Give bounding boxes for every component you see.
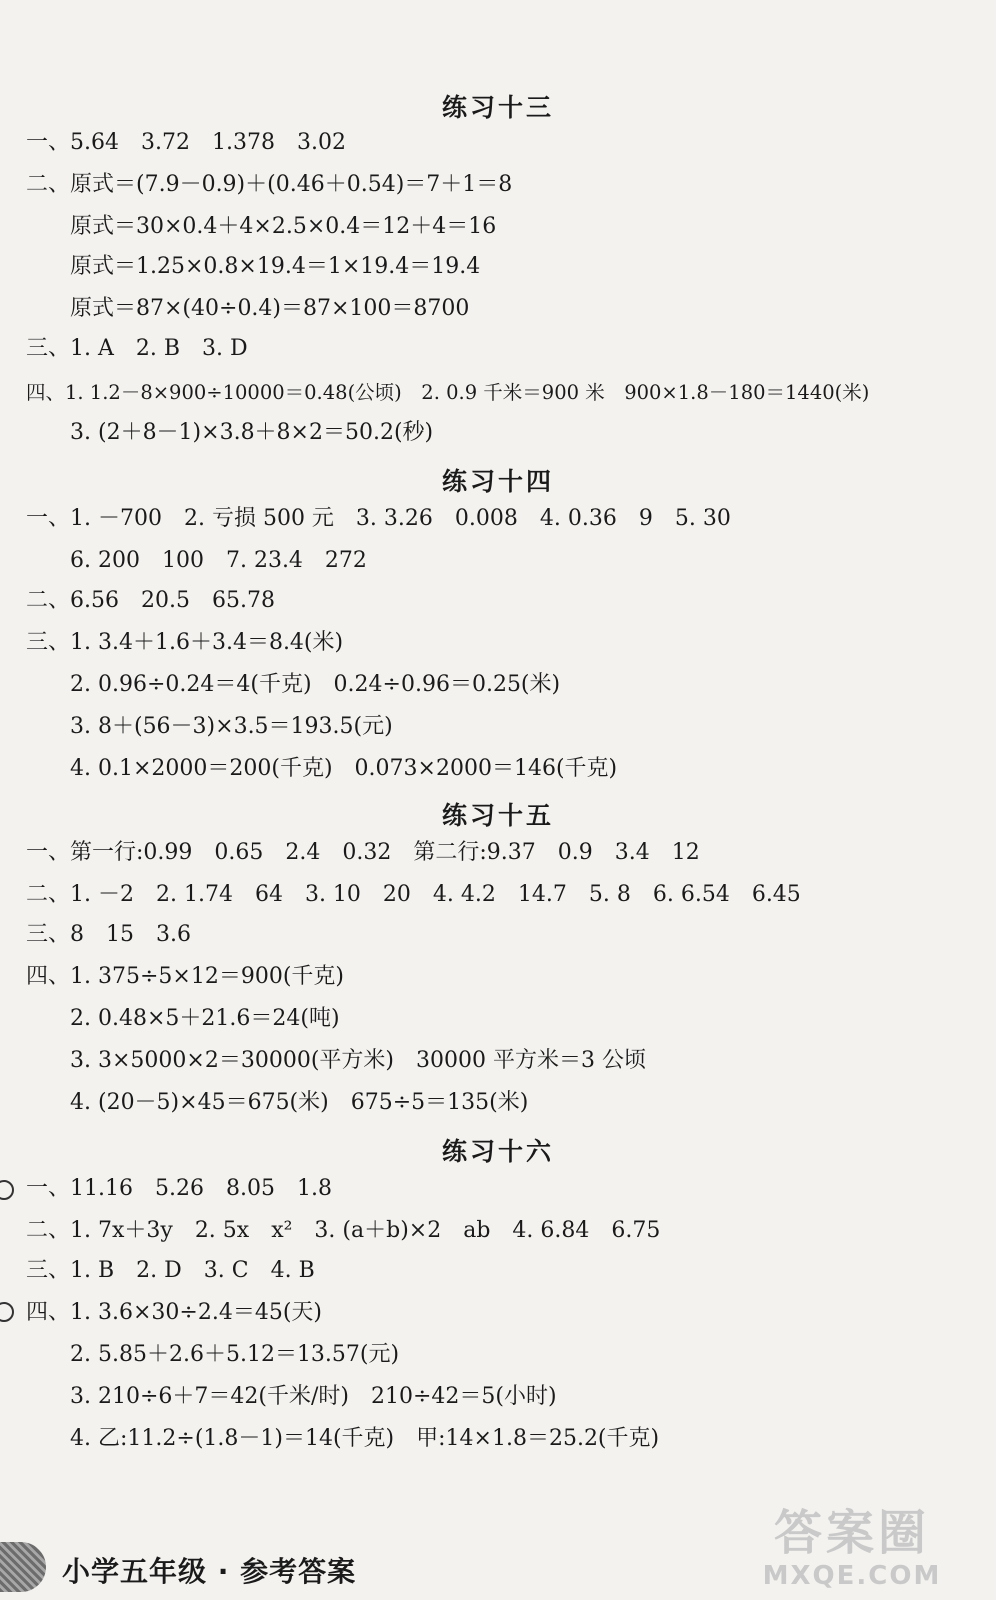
watermark-main-text: 答案圈 [773,1505,930,1561]
answer-line: 四、1. 1.2－8×900÷10000＝0.48(公顷) 2. 0.9 千米＝900 米 900×1.8－180＝1440(米) [26,381,870,404]
answer-line: 2. 0.96÷0.24＝4(千克) 0.24÷0.96＝0.25(米) [26,672,561,697]
answer-line: 原式＝1.25×0.8×19.4＝1×19.4＝19.4 [26,254,481,279]
answer-line: 2. 5.85＋2.6＋5.12＝13.57(元) [26,1342,400,1367]
answer-line: 三、1. 3.4＋1.6＋3.4＝8.4(米) [26,630,344,655]
answer-line: 3. (2＋8－1)×3.8＋8×2＝50.2(秒) [26,420,434,445]
answer-line: 四、1. 375÷5×12＝900(千克) [26,964,344,989]
answer-line: 一、第一行:0.99 0.65 2.4 0.32 第二行:9.37 0.9 3.4 12 [26,840,700,865]
answer-line: 二、6.56 20.5 65.78 [26,588,275,613]
answer-line: 三、1. A 2. B 3. D [26,336,248,361]
answer-line: 一、1. －700 2. 亏损 500 元 3. 3.26 0.008 4. 0.36 9 5. 30 [26,506,731,531]
answer-line: 3. 8＋(56－3)×3.5＝193.5(元) [26,714,393,739]
answer-line: 二、原式＝(7.9－0.9)＋(0.46＋0.54)＝7＋1＝8 [26,172,513,197]
section-title-15: 练习十五 [441,801,554,830]
answer-line: 6. 200 100 7. 23.4 272 [26,548,367,573]
answer-line: 一、5.64 3.72 1.378 3.02 [26,130,346,155]
watermark-logo [732,1505,972,1600]
section-title-13: 练习十三 [441,93,554,122]
section-title-16: 练习十六 [441,1137,554,1166]
binding-hole-mark [0,1180,14,1200]
answer-line: 4. 0.1×2000＝200(千克) 0.073×2000＝146(千克) [26,756,618,781]
answer-line: 4. 乙:11.2÷(1.8－1)＝14(千克) 甲:14×1.8＝25.2(千克) [26,1426,660,1451]
answer-line: 三、8 15 3.6 [26,922,191,947]
answer-line: 一、11.16 5.26 8.05 1.8 [26,1176,332,1201]
answer-line: 4. (20－5)×45＝675(米) 675÷5＝135(米) [26,1090,529,1115]
section-title-14: 练习十四 [441,467,554,496]
binding-hole-mark [0,1302,14,1322]
answer-line: 三、1. B 2. D 3. C 4. B [26,1258,315,1283]
answer-line: 二、1. 7x＋3y 2. 5x x² 3. (a＋b)×2 ab 4. 6.84 6.75 [26,1218,661,1243]
watermark-url-text: MXQE.COM [762,1561,942,1591]
answer-line: 2. 0.48×5＋21.6＝24(吨) [26,1006,340,1031]
answer-line: 3. 210÷6＋7＝42(千米/时) 210÷42＝5(小时) [26,1384,557,1409]
footer-book-title: 小学五年级 · 参考答案 [62,1555,357,1588]
page-number-tab [0,1542,46,1592]
answer-line: 二、1. －2 2. 1.74 64 3. 10 20 4. 4.2 14.7 5. 8 6. 6.54 6.45 [26,882,801,907]
answer-line: 原式＝87×(40÷0.4)＝87×100＝8700 [26,296,470,321]
answer-line: 四、1. 3.6×30÷2.4＝45(天) [26,1300,322,1325]
answer-line: 原式＝30×0.4＋4×2.5×0.4＝12＋4＝16 [26,214,497,239]
answer-line: 3. 3×5000×2＝30000(平方米) 30000 平方米＝3 公顷 [26,1048,646,1073]
